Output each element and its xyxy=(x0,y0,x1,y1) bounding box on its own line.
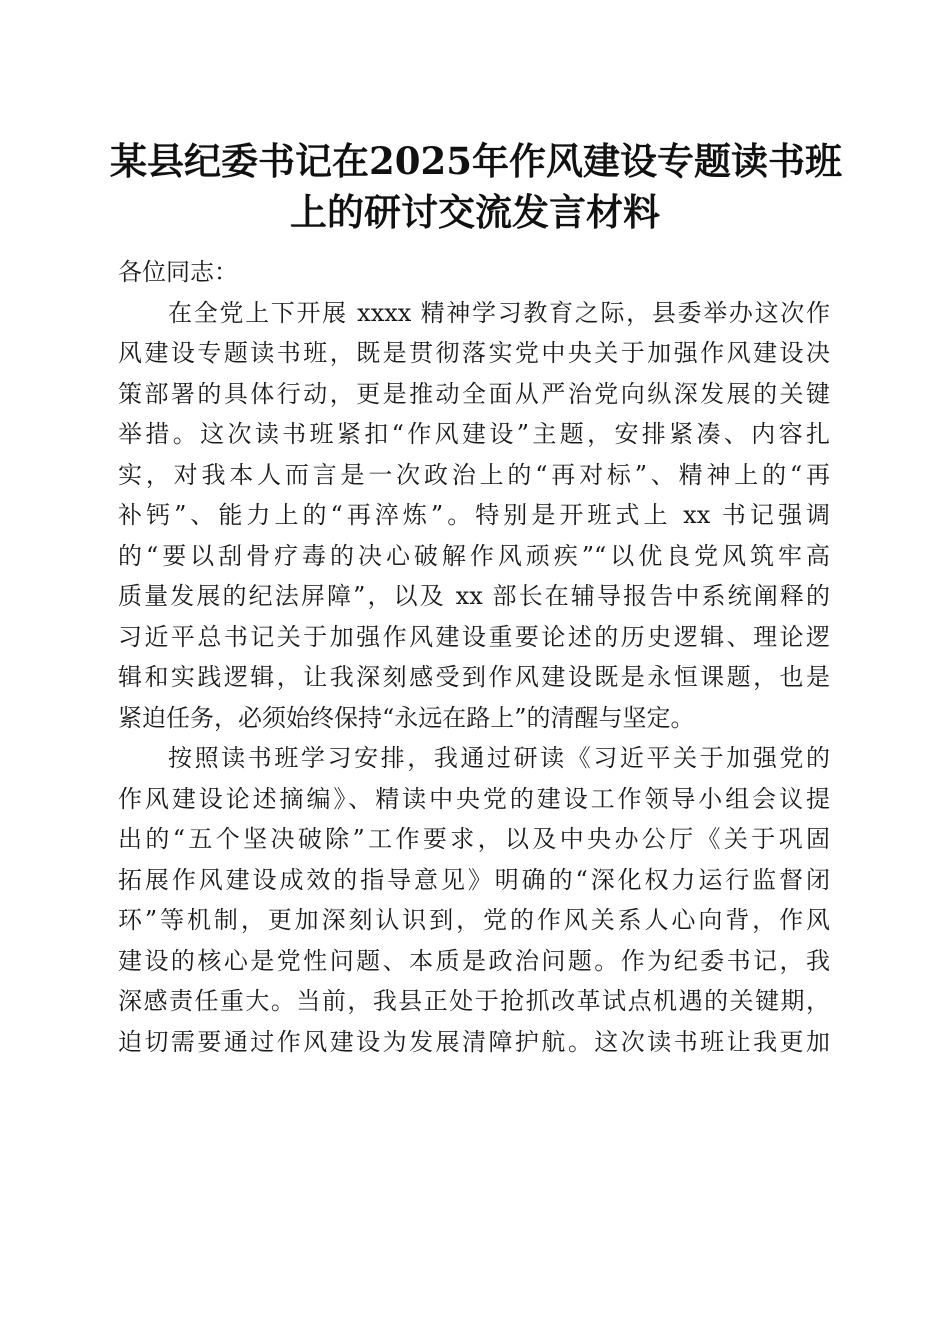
paragraph-line: 辑和实践逻辑，让我深刻感受到作风建设既是永恒课题，也是 xyxy=(118,663,830,691)
paragraph-line: 策部署的具体行动，更是推动全面从严治党向纵深发展的关键 xyxy=(118,379,830,408)
paragraph-line: 质量发展的纪法屏障”，以及 xx 部长在辅导报告中系统阐释的 xyxy=(118,582,830,610)
paragraph-line: 拓展作风建设成效的指导意见》明确的“深化权力运行监督闭 xyxy=(118,865,830,894)
title-line-2: 上的研讨交流发言材料 xyxy=(290,190,660,234)
title-line-1: 某县纪委书记在2025年作风建设专题读书班 xyxy=(110,139,842,183)
paragraph-line: 在全党上下开展 xxxx 精神学习教育之际，县委举办这次作 xyxy=(168,298,830,327)
paragraph-line: 深感责任重大。当前，我县正处于抢抓改革试点机遇的关键期， xyxy=(118,987,830,1015)
paragraph-line: 作风建设论述摘编》、精读中央党的建设工作领导小组会议提 xyxy=(118,784,830,813)
paragraph-line: 迫切需要通过作风建设为发展清障护航。这次读书班让我更加 xyxy=(118,1027,830,1056)
paragraph-line: 出的“五个坚决破除”工作要求，以及中央办公厅《关于巩固 xyxy=(118,825,830,853)
paragraph-1 xyxy=(118,293,830,739)
paragraph-line: 的“要以刮骨疗毒的决心破解作风顽疾”“以优良党风筑牢高 xyxy=(118,541,830,570)
paragraph-line: 建设的核心是党性问题、本质是政治问题。作为纪委书记，我 xyxy=(118,946,830,975)
paragraph-line: 补钙”、能力上的“再淬炼”。特别是开班式上 xx 书记强调 xyxy=(118,501,830,529)
paragraph-line: 按照读书班学习安排，我通过研读《习近平关于加强党的 xyxy=(168,744,830,772)
paragraph-line: 风建设专题读书班，既是贯彻落实党中央关于加强作风建设决 xyxy=(118,339,830,367)
paragraph-line: 环”等机制，更加深刻认识到，党的作风关系人心向背，作风 xyxy=(118,906,830,934)
greeting: 各位同志： xyxy=(118,258,238,286)
paragraph-line: 习近平总书记关于加强作风建设重要论述的历史逻辑、理论逻 xyxy=(118,622,830,651)
document-title xyxy=(110,136,840,238)
paragraph-line: 举措。这次读书班紧扣“作风建设”主题，安排紧凑、内容扎 xyxy=(118,420,830,448)
paragraph-2 xyxy=(118,738,830,1062)
paragraph-line: 紧迫任务，必须始终保持“永远在路上”的清醒与坚定。 xyxy=(118,703,695,732)
paragraph-line: 实，对我本人而言是一次政治上的“再对标”、精神上的“再 xyxy=(118,460,830,489)
document-body xyxy=(118,252,830,1062)
